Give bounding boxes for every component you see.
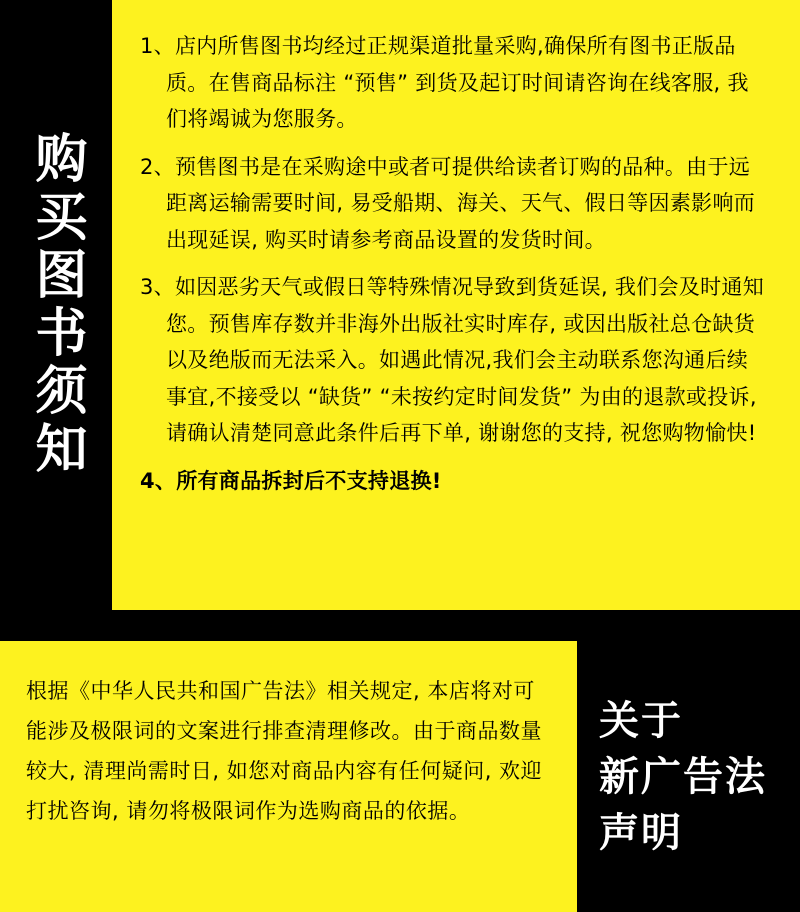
- ad-law-title-line-1: 关于: [599, 697, 683, 744]
- ad-law-panel: [0, 641, 577, 912]
- notice-item-1: 1、店内所售图书均经过正规渠道批量采购,确保所有图书正版品质。在售商品标注 “预售” 到货及起订时间请咨询在线客服, 我们将竭诚为您服务。: [140, 34, 749, 131]
- notice-item-3: 3、如因恶劣天气或假日等特殊情况导致到货延误, 我们会及时通知您。预售库存数并非海外出版社实时库存, 或因出版社总仓缺货以及绝版而无法采入。如遇此情况,我们会主动联系您沟通后续事宜,不接受以 “缺货” “未按约定时间发货” 为由的退款或投诉, 请确认清楚同意此条件后再下单, 谢谢您的支持, 祝您购物愉快!: [140, 275, 765, 445]
- purchase-notice-panel: [112, 0, 800, 610]
- purchase-notice-title-panel: [0, 0, 112, 610]
- ad-law-statement: 根据《中华人民共和国广告法》相关规定, 本店将对可能涉及极限词的文案进行排查清理修改。由于商品数量较大, 清理尚需时日, 如您对商品内容有任何疑问, 欢迎打扰咨询, 请勿将极限词作为选购商品的依据。: [26, 679, 543, 823]
- ad-law-title-line-2: 新广告法: [599, 753, 767, 800]
- purchase-notice-title: 购买图书须知: [26, 131, 86, 479]
- ad-law-title-line-3: 声明: [599, 809, 683, 856]
- ad-law-title: [577, 641, 800, 912]
- notice-item-4: 4、所有商品拆封后不支持退换!: [140, 468, 442, 493]
- notice-item-2: 2、预售图书是在采购途中或者可提供给读者订购的品种。由于远距离运输需要时间, 易受船期、海关、天气、假日等因素影响而出现延误, 购买时请参考商品设置的发货时间。: [140, 154, 756, 252]
